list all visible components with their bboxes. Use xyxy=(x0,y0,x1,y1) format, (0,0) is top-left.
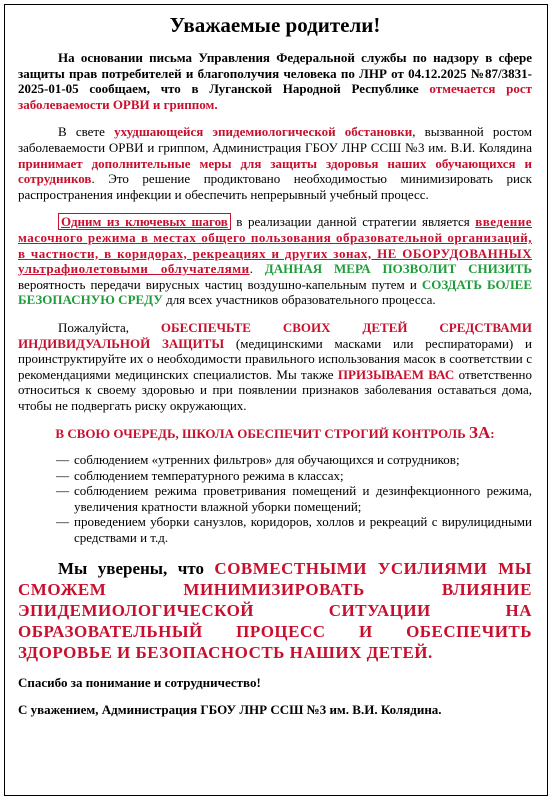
list-item xyxy=(56,514,532,546)
list-item-text: соблюдением температурного режима в классах; xyxy=(74,467,344,483)
control-list xyxy=(18,452,532,546)
mask-text-4: для всех участников образовательного процесса. xyxy=(162,292,436,308)
list-dash: — xyxy=(56,452,69,468)
measures-text-1: В свете xyxy=(58,124,115,140)
list-item-text: соблюдением режима проветривания помещений и дезинфекционного режима, увеличения кратности влажной уборки помещений; xyxy=(74,483,532,514)
list-item-text: соблюдением «утренних фильтров» для обучающихся и сотрудников; xyxy=(74,452,460,468)
mask-text-2: . xyxy=(249,261,265,277)
mask-regime-highlight: введение масочного режима в местах общего пользования образовательной организаций, в частности, в коридорах, рекреациях и других зонах, НЕ ОБОРУДОВАННЫХ ультрафиолетовыми облучателями xyxy=(18,214,532,277)
mask-green-2: СОЗДАТЬ БОЛЕЕ БЕЗОПАСНУЮ СРЕДУ xyxy=(18,276,532,308)
request-text-1: Пожалуйста, xyxy=(58,319,161,335)
measures-highlight-1: ухудшающейся эпидемиологической обстановки xyxy=(114,124,413,140)
measures-text-2: , вызванной ростом заболеваемости ОРВИ и гриппом, Администрация ГБОУ ЛНР ССШ №3 им. В.И. Колядина xyxy=(18,124,533,155)
request-highlight-2: ПРИЗЫВАЕМ ВАС xyxy=(337,366,455,382)
signature-line: С уважением, Администрация ГБОУ ЛНР ССШ №3 им. В.И. Колядина. xyxy=(18,702,442,718)
control-heading xyxy=(18,425,532,442)
document-title: Уважаемые родители! xyxy=(169,13,381,37)
key-step-highlight: Одним из ключевых шагов xyxy=(58,213,231,230)
list-item-text: проведением уборки санузлов, коридоров, холлов и рекреаций с вирулицидными средствами и т.д. xyxy=(74,514,532,546)
request-text-3: ответственно относиться к своему здоровью и при появлении признаков заболевания оставаться дома, чтобы не подвергать риску окружающих. xyxy=(18,366,532,413)
thanks-line: Спасибо за понимание и сотрудничество! xyxy=(18,674,261,690)
paragraph-intro xyxy=(18,50,532,112)
intro-text: На основании письма Управления Федеральной службы по надзору в сфере защиты прав потребителей и благополучия человека по ЛНР от 04.12.2025 №87/3831-2025-01-05 сообщаем, что в Луганской Народной Республике xyxy=(18,50,532,97)
notice-document xyxy=(18,12,532,718)
intro-highlight: отмечается рост заболеваемости ОРВИ и гриппом. xyxy=(18,81,532,112)
measures-text-3: . Это решение продиктовано необходимостью минимизировать риск распространения инфекции и обеспечить непрерывный учебный процесс. xyxy=(18,171,532,202)
request-highlight-1: ОБЕСПЕЧЬТЕ СВОИХ ДЕТЕЙ СРЕДСТВАМИ ИНДИВИДУАЛЬНОЙ ЗАЩИТЫ xyxy=(18,319,532,351)
measures-highlight-2: принимает дополнительные меры для защиты здоровья наших обучающихся и сотрудников xyxy=(18,155,532,187)
list-dash: — xyxy=(56,467,69,483)
closing-text: Мы уверены, что xyxy=(58,558,215,578)
list-dash: — xyxy=(56,483,69,499)
control-heading-text: В СВОЮ ОЧЕРЕДЬ, ШКОЛА ОБЕСПЕЧИТ СТРОГИЙ КОНТРОЛЬ xyxy=(55,426,469,442)
list-item xyxy=(56,467,532,484)
paragraph-measures xyxy=(18,124,532,202)
mask-text-3: вероятность передачи вирусных частиц воздушно-капельным путем и xyxy=(18,276,422,292)
request-text-2: (медицинскими масками или респираторами) и проинструктируйте их о необходимости правильного использования масок в соответствии с рекомендациями медицинских специалистов. Мы также xyxy=(18,335,532,382)
control-heading-za: ЗА xyxy=(468,423,491,443)
mask-green-1: ДАННАЯ МЕРА ПОЗВОЛИТ СНИЗИТЬ xyxy=(264,261,533,277)
control-heading-colon: : xyxy=(490,426,495,442)
list-dash: — xyxy=(56,514,69,530)
mask-text-1: в реализации данной стратегии является xyxy=(230,214,476,230)
list-item xyxy=(56,483,532,514)
paragraph-mask-regime xyxy=(18,214,532,308)
list-item xyxy=(56,452,532,468)
paragraph-parents-request xyxy=(18,320,532,414)
closing-highlight: СОВМЕСТНЫМИ УСИЛИЯМИ МЫ СМОЖЕМ МИНИМИЗИРОВАТЬ ВЛИЯНИЕ ЭПИДЕМИОЛОГИЧЕСКОЙ СИТУАЦИИ НА ОБРАЗОВАТЕЛЬНЫЙ ПРОЦЕСС И ОБЕСПЕЧИТЬ ЗДОРОВЬЕ И БЕЗОПАСНОСТЬ НАШИХ ДЕТЕЙ. xyxy=(18,558,532,662)
paragraph-closing xyxy=(18,558,532,663)
